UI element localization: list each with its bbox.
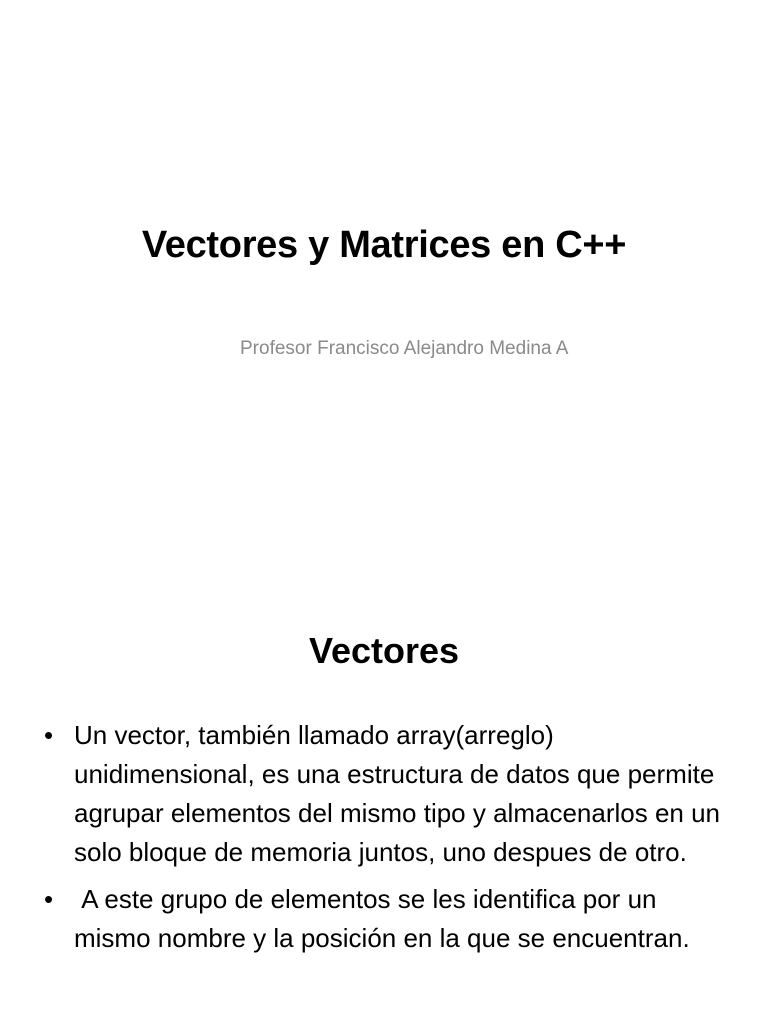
bullet-text: Un vector, también llamado array(arreglo) unidimensional, es una estructura de datos que permite agrupar elementos del mismo tipo y almacenarlos en un solo bloque de memoria juntos, uno despues de otro. <box>74 720 721 867</box>
bullet-point-icon: • <box>44 720 54 750</box>
presentation-title: Vectores y Matrices en C++ <box>141 224 627 266</box>
bullet-item <box>0 716 768 872</box>
bullet-item <box>0 880 768 958</box>
bullet-list <box>0 716 768 966</box>
slide-heading: Vectores <box>308 630 460 671</box>
bullet-point-icon: • <box>44 884 54 914</box>
presenter-subtitle: Profesor Francisco Alejandro Medina A <box>240 338 569 359</box>
bullet-text: A este grupo de elementos se les identifica por un mismo nombre y la posición en la que se encuentran. <box>74 884 690 953</box>
vectores-slide <box>0 576 768 1024</box>
